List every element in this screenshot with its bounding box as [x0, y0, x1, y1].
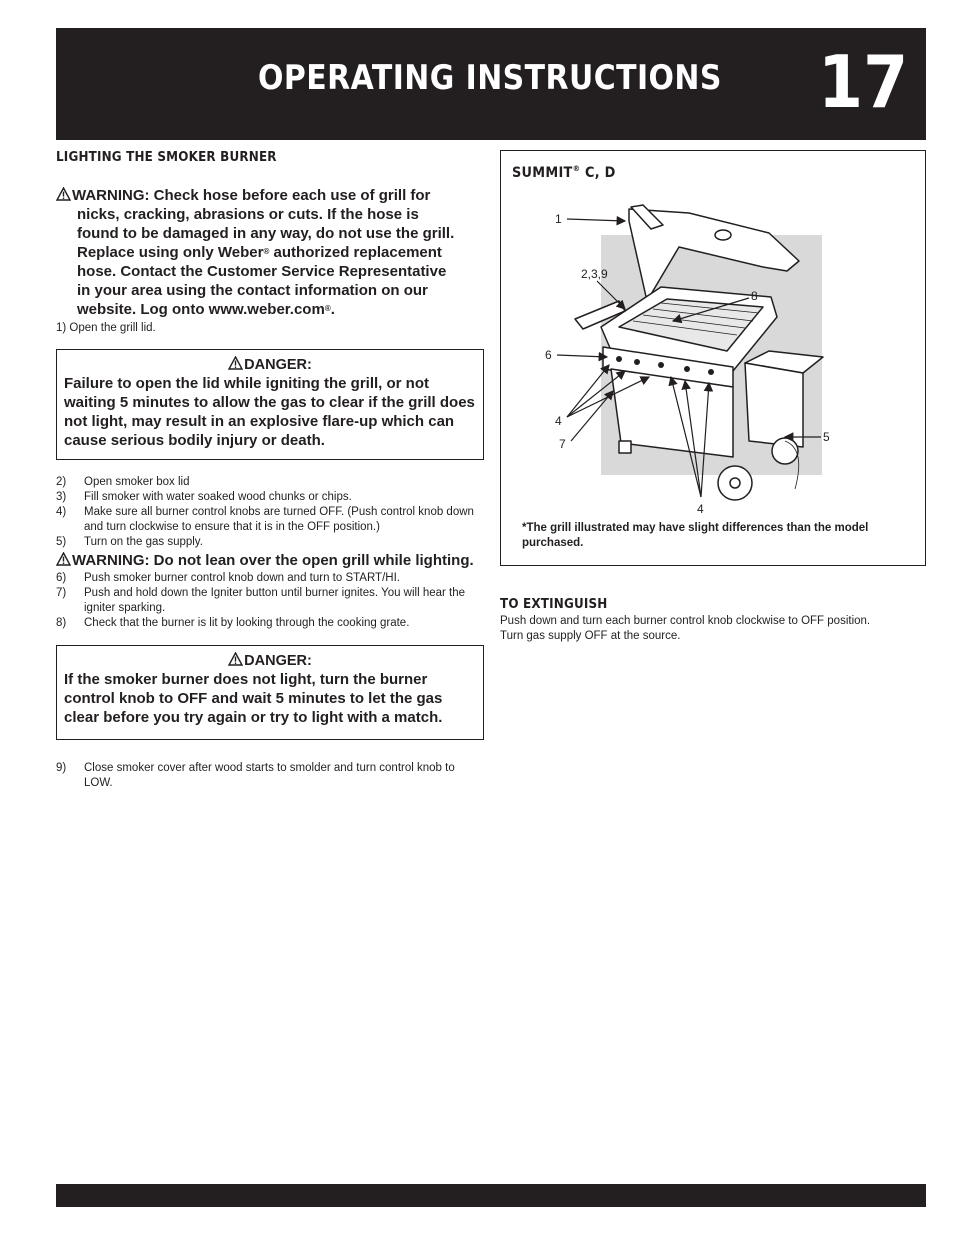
side-burner-cabinet: [745, 363, 803, 447]
callout-label: 7: [559, 437, 566, 451]
warning-line: found to be damaged in any way, do not use the grill.: [77, 225, 455, 242]
step-1: 1) Open the grill lid.: [56, 322, 156, 334]
step-item: 8) Check that the burner is lit by looking through the cooking grate.: [56, 617, 410, 629]
right-column: [500, 150, 926, 644]
danger-body: If the smoker burner does not light, turn the burner control knob to OFF and wait 5 minutes to let the gas clear before you try again or try to light with a match.: [64, 671, 443, 726]
danger-body: Failure to open the lid while igniting the grill, or not waiting 5 minutes to allow the gas to clear if the grill does not light, may result in an explosive flare-up which can cause serious bodily injury or death.: [64, 375, 475, 449]
step-item: 9) Close smoker cover after wood starts to smolder and turn control knob to LOW.: [56, 762, 455, 789]
figure-note: *The grill illustrated may have slight differences than the model purchased.: [522, 522, 869, 549]
extinguish-line: Push down and turn each burner control knob clockwise to OFF position.: [500, 615, 871, 627]
warning-line: Replace using only Weber® authorized replacement: [77, 244, 442, 261]
danger-box-lid: [56, 349, 484, 460]
step-item: 4) Make sure all burner control knobs are turned OFF. (Push control knob down and turn clockwise to ensure that it is in the OFF position.): [56, 506, 474, 533]
warning-lean: WARNING: Do not lean over the open grill while lighting.: [56, 552, 484, 570]
warning-triangle-icon: [56, 552, 71, 566]
registered-mark: ®: [324, 304, 331, 313]
warning-line: nicks, cracking, abrasions or cuts. If the hose is: [77, 206, 419, 223]
section-heading: LIGHTING THE SMOKER BURNER: [56, 150, 277, 165]
page-number: 17: [817, 40, 908, 124]
grill-figure: [500, 150, 926, 566]
control-knob: [708, 369, 714, 375]
step-item: 2) Open smoker box lid: [56, 476, 190, 488]
front-wheel-hub: [730, 478, 740, 488]
side-wheel: [772, 438, 798, 464]
callout-label: 4: [697, 502, 704, 516]
warning-triangle-icon: [56, 187, 71, 201]
callout-label: 1: [555, 212, 562, 226]
danger-box-smoker: [56, 645, 484, 740]
step-9: [56, 761, 484, 791]
callout-label: 6: [545, 348, 552, 362]
left-column: [56, 150, 484, 791]
caster-left: [619, 441, 631, 453]
warning-line: in your area using the contact information on our: [77, 282, 428, 299]
warning-line: WARNING: Check hose before each use of grill for: [72, 187, 431, 204]
callout-label: 2,3,9: [581, 267, 608, 281]
steps-2-5: [56, 475, 484, 550]
control-knob: [684, 366, 690, 372]
control-knob: [658, 362, 664, 368]
warning-hose: [56, 186, 484, 319]
registered-mark: ®: [263, 247, 270, 256]
control-knob: [634, 359, 640, 365]
step-item: 3) Fill smoker with water soaked wood chunks or chips.: [56, 491, 352, 503]
extinguish-text: [500, 614, 926, 644]
lid-thermometer: [715, 230, 731, 240]
step-item: 5) Turn on the gas supply.: [56, 536, 203, 548]
page-footer-bar: [56, 1184, 926, 1207]
page-header: [56, 28, 926, 140]
steps-6-8: [56, 571, 484, 631]
callout-label: 4: [555, 414, 562, 428]
step-item: 7) Push and hold down the Igniter button until burner ignites. You will hear the igniter sparking.: [56, 587, 466, 614]
step-item: 6) Push smoker burner control knob down and turn to START/HI.: [56, 572, 400, 584]
warning-triangle-icon: [228, 356, 243, 370]
callout-label: 5: [823, 430, 830, 444]
extinguish-heading: TO EXTINGUISH: [500, 597, 608, 612]
danger-title: DANGER:: [64, 356, 476, 374]
warning-line: website. Log onto www.weber.com®.: [77, 301, 335, 318]
grill-illustration: [501, 151, 925, 565]
control-knob: [616, 356, 622, 362]
callout-arrow: [557, 355, 607, 357]
warning-line: hose. Contact the Customer Service Representative: [77, 263, 447, 280]
page-title: OPERATING INSTRUCTIONS: [258, 58, 722, 98]
danger-title: DANGER:: [64, 652, 476, 670]
extinguish-line: Turn gas supply OFF at the source.: [500, 630, 681, 642]
figure-title: SUMMIT® C, D: [512, 164, 616, 181]
callout-arrow: [567, 219, 625, 221]
callout-label: 8: [751, 289, 758, 303]
registered-mark: ®: [572, 164, 581, 173]
warning-triangle-icon: [228, 652, 243, 666]
